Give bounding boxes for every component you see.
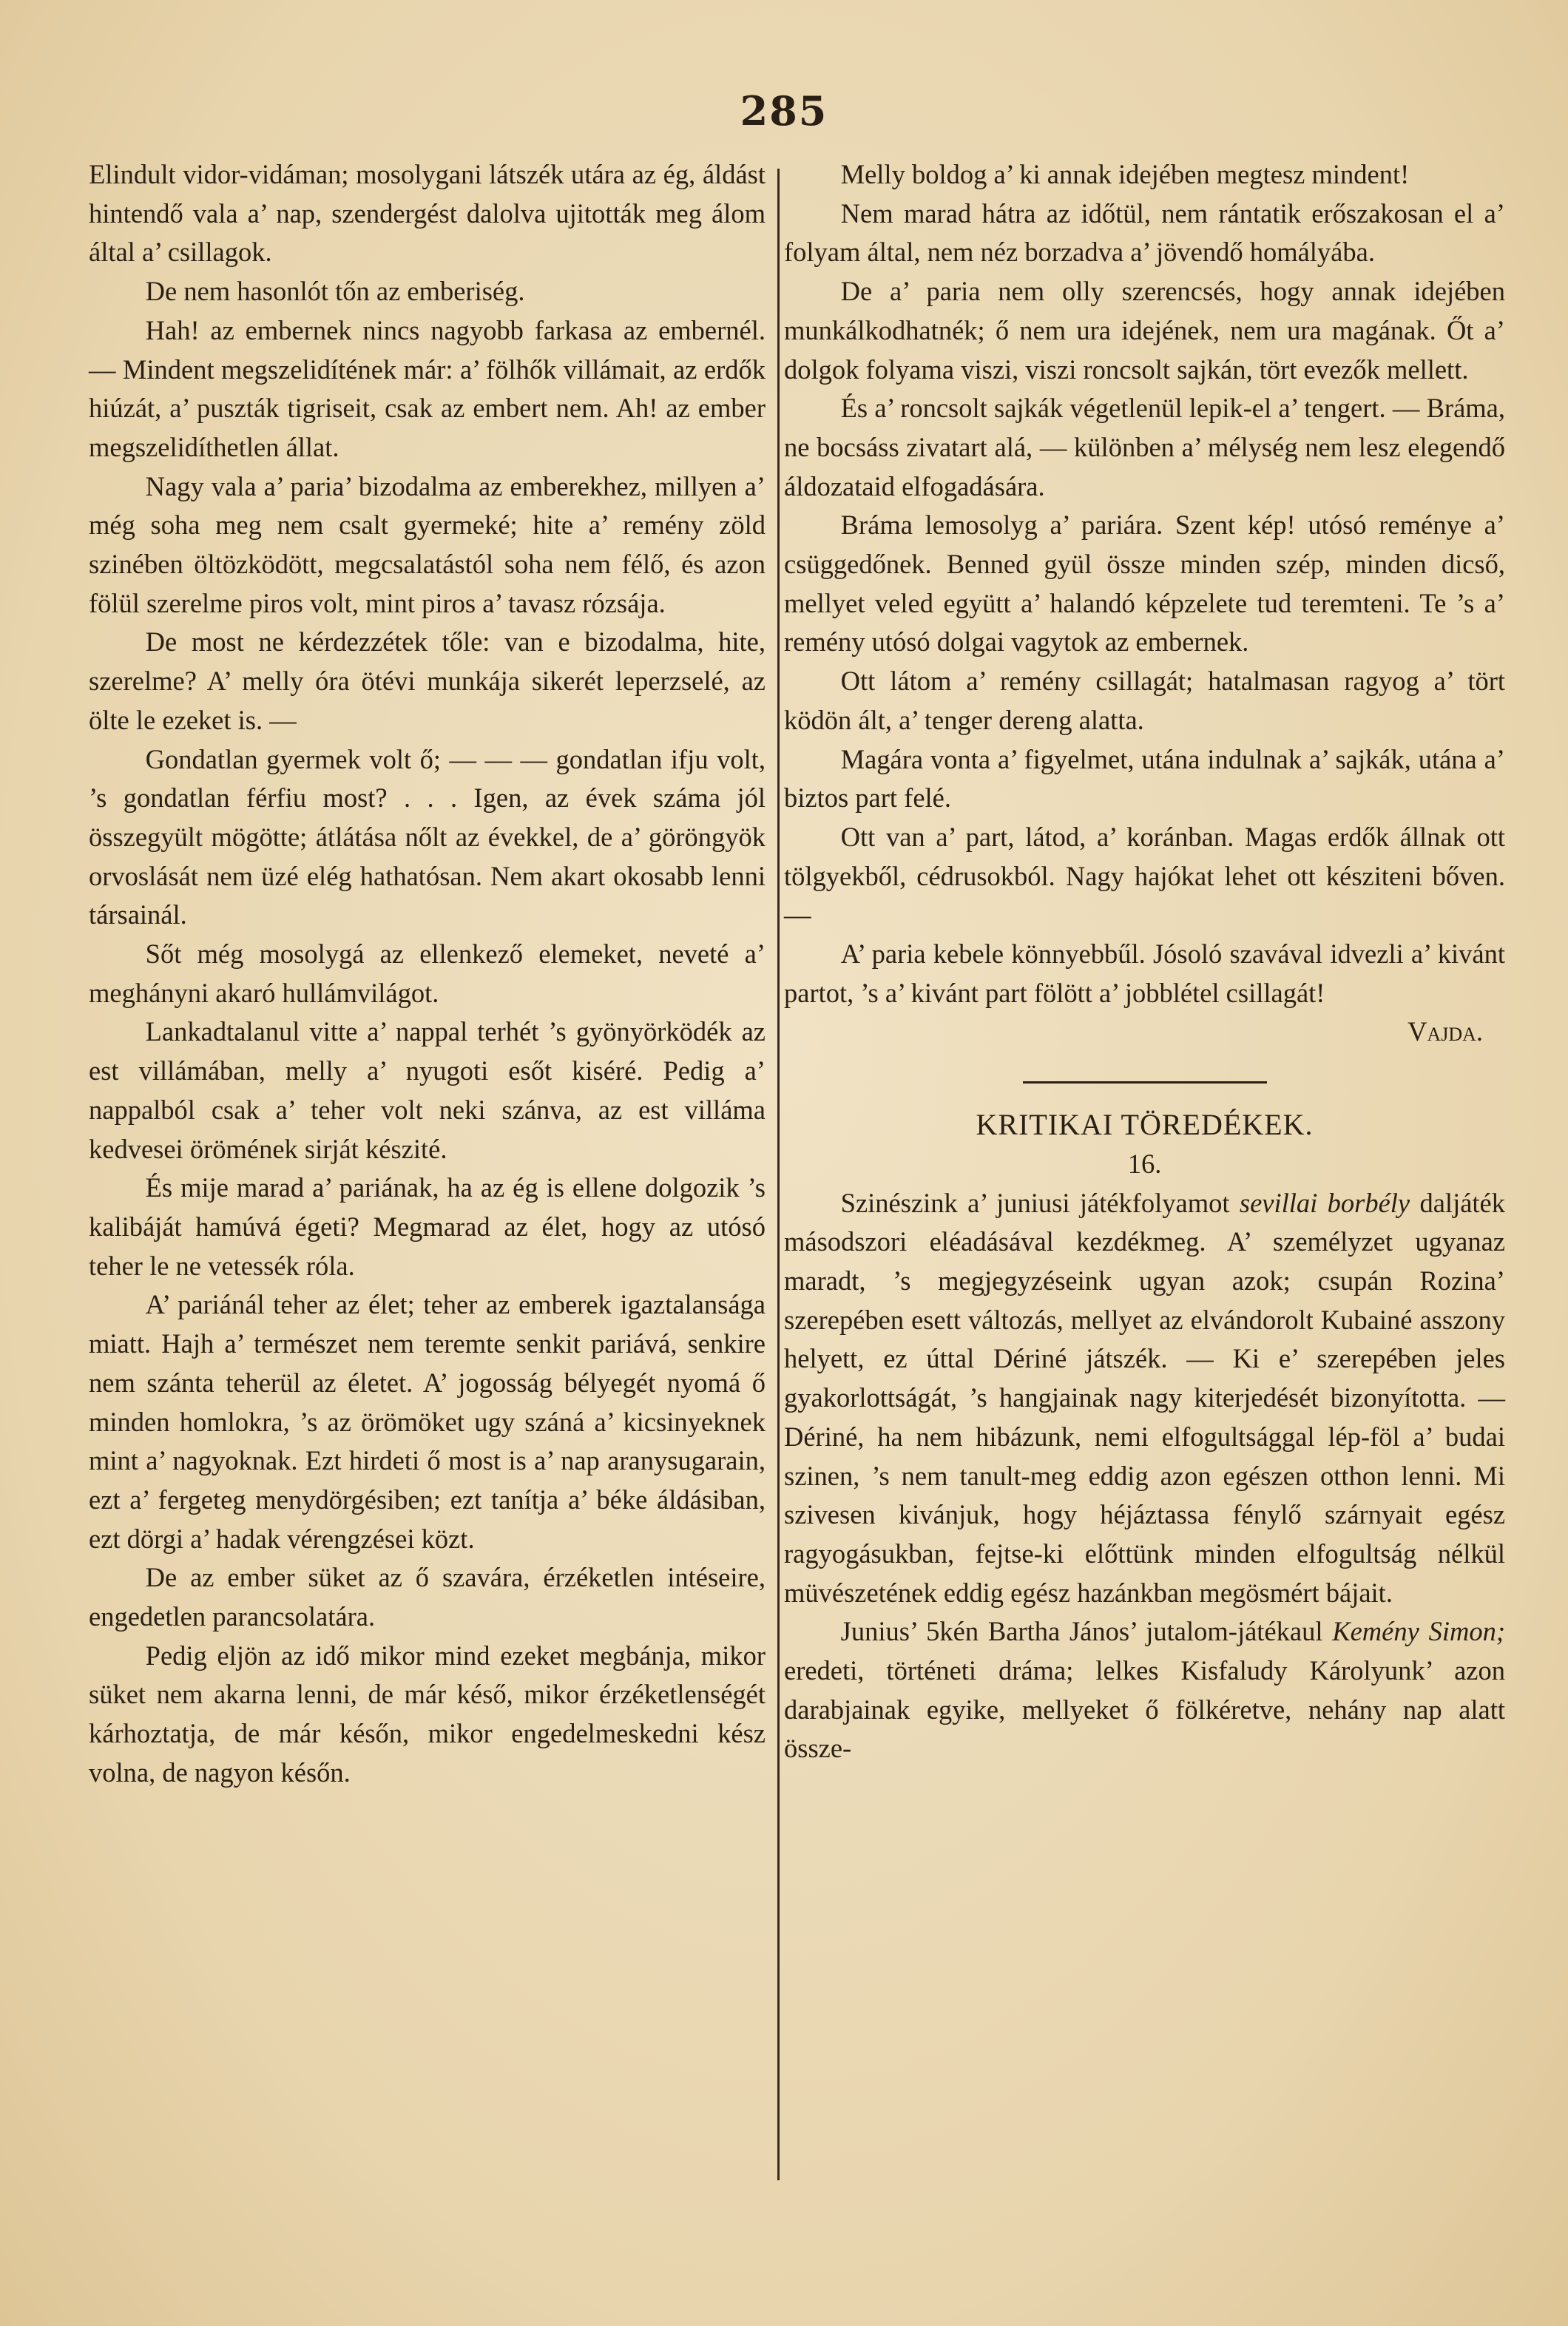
paragraph: De most ne kérdezzétek tőle: van e bizodalma, hite, szerelme? A’ melly óra ötévi munkája sikerét leperzselé, az ölte le ezeket is. — bbox=[89, 626, 766, 735]
paragraph: De a’ paria nem olly szerencsés, hogy annak idejében munkálkodhatnék; ő nem ura idejének, nem ura magának. Őt a’ dolgok folyama viszi, viszi roncsolt sajkán, tört evezők mellett. bbox=[784, 276, 1505, 385]
paragraph: És mije marad a’ pariának, ha az ég is ellene dolgozik ’s kalibáját hamúvá égeti? Megmarad az élet, hogy az utósó teher le ne vetessék róla. bbox=[89, 1172, 766, 1281]
text-run: eredeti, történeti dráma; lelkes Kisfaludy Károlyunk’ azon darabjainak egyike, mellyeket ő fölkéretve, nehány nap alatt össze- bbox=[784, 1655, 1505, 1764]
right-column bbox=[784, 155, 1505, 1768]
paragraph: A’ paria kebele könnyebbűl. Jósoló szavával idvezli a’ kivánt partot, ’s a’ kivánt part fölött a’ jobblétel csillagát! bbox=[784, 939, 1505, 1008]
text-run: Junius’ 5kén Bartha János’ jutalom-játékaul bbox=[840, 1616, 1333, 1647]
section-number: 16. bbox=[1127, 1148, 1162, 1179]
paragraph: Sőt még mosolygá az ellenkező elemeket, neveté a’ meghányni akaró hullámvilágot. bbox=[89, 939, 766, 1008]
paragraph: Nem marad hátra az időtül, nem rántatik erőszakosan el a’ folyam által, nem néz borzadva a’ jövendő homályába. bbox=[784, 197, 1505, 268]
paragraph: Hah! az embernek nincs nagyobb farkasa az embernél. — Mindent megszelidítének már: a’ fölhők villámait, az erdők hiúzát, a’ puszták tigriseit, csak az embert nem. Ah! az ember megszelidíthetlen állat. bbox=[89, 314, 766, 462]
text-run: daljáték másodszori eléadásával kezdékmeg. A’ személyzet ugyanaz maradt, ’s megjegyzéseink ugyan azok; csupán Rozina’ szerepében esett változás, mellyet az elvándorolt Kubainé asszony helyett, ez úttal Dériné játszék. — Ki e’ szerepében jeles gyakorlottságát, ’s hangjainak nagy kiterjedését bizonyította. — Dériné, ha nem hibázunk, nemi elfogultsággal lép-föl a’ budai szinen, ’s nem tanult-meg eddig azon egészen otthon lenni. Mi szivesen kivánjuk, hogy héjáztassa fénylő szárnyait egész ragyogásukban, fejtse-ki előttünk minden elfogultság nélkül müvészetének eddig egész hazánkban megösmért bájait. bbox=[784, 1187, 1506, 1608]
column-divider bbox=[777, 169, 780, 2180]
paragraph: Pedig eljön az idő mikor mind ezeket megbánja, mikor süket nem akarna lenni, de már késő, mikor érzéketlenségét kárhoztatja, de már későn, mikor engedelmeskedni kész volna, de nagyon későn. bbox=[89, 1640, 766, 1788]
paragraph: Magára vonta a’ figyelmet, utána indulnak a’ sajkák, utána a’ biztos part felé. bbox=[784, 743, 1505, 814]
author-signature: Vajda. bbox=[1408, 1016, 1483, 1047]
left-column bbox=[89, 155, 766, 1793]
italic-title: sevillai borbély bbox=[1239, 1187, 1410, 1218]
paragraph: De az ember süket az ő szavára, érzéketlen intéseire, engedetlen parancsolatára. bbox=[89, 1562, 766, 1632]
paragraph: Ott látom a’ remény csillagát; hatalmasan ragyog a’ tört ködön ált, a’ tenger dereng alatta. bbox=[784, 666, 1505, 735]
paragraph bbox=[784, 1184, 1505, 1613]
italic-title: Kemény Simon; bbox=[1332, 1616, 1505, 1647]
paragraph: Melly boldog a’ ki annak idejében megtesz mindent! bbox=[840, 159, 1410, 189]
paragraph: De nem hasonlót tőn az emberiség. bbox=[145, 276, 525, 307]
section-heading: KRITIKAI TÖREDÉKEK. bbox=[976, 1108, 1314, 1142]
paragraph: Gondatlan gyermek volt ő; — — — gondatlan ifju volt, ’s gondatlan férfiu most? . . . Igen, az évek száma jól összegyült mögötte; átlátása nőlt az évekkel, de a’ göröngyök orvoslását nem üzé elég hathatósan. Nem akart okosabb lenni társainál. bbox=[89, 743, 766, 930]
paragraph: Elindult vidor-vidáman; mosolygani látszék utára az ég, áldást hintendő vala a’ nap, szendergést dalolva ujitották meg álom által a’ csillagok. bbox=[89, 159, 766, 268]
paragraph bbox=[784, 1612, 1505, 1768]
section-separator bbox=[1023, 1081, 1267, 1083]
text-run: Szinészink a’ juniusi játékfolyamot bbox=[840, 1187, 1240, 1218]
page-number: 285 bbox=[740, 87, 828, 135]
paragraph: Nagy vala a’ paria’ bizodalma az emberekhez, millyen a’ még soha meg nem csalt gyermeké; hite a’ remény zöld szinében öltözködött, megcsalatástól soha nem félő, és azon fölül szerelme piros volt, mint piros a’ tavasz rózsája. bbox=[89, 470, 766, 618]
paragraph: És a’ roncsolt sajkák végetlenül lepik-el a’ tengert. — Bráma, ne bocsáss zivatart alá, — különben a’ mélység nem lesz elegendő áldozataid elfogadására. bbox=[784, 393, 1505, 501]
paragraph: A’ pariánál teher az élet; teher az emberek igaztalansága miatt. Hajh a’ természet nem teremte senkit pariává, senkire nem szánta teherül az életet. A’ jogosság bélyegét nyomá ő minden homlokra, ’s az örömöket ugy száná a’ kicsinyeknek mint a’ nagyoknak. Ezt hirdeti ő most is a’ nap aranysugarain, ezt a’ fergeteg menydörgésiben; ezt tanítja a’ béke áldásiban, ezt dörgi a’ hadak vérengzései közt. bbox=[89, 1289, 766, 1554]
paragraph: Lankadtalanul vitte a’ nappal terhét ’s gyönyörködék az est villámában, melly a’ nyugoti esőt kiséré. Pedig a’ nappalból csak a’ teher volt neki szánva, az est villáma kedvesei örömének sirját készité. bbox=[89, 1016, 766, 1164]
paragraph: Ott van a’ part, látod, a’ koránban. Magas erdők állnak ott tölgyekből, cédrusokból. Nagy hajókat lehet ott késziteni bőven. — bbox=[784, 821, 1505, 930]
paragraph: Bráma lemosolyg a’ pariára. Szent kép! utósó reménye a’ csüggedőnek. Benned gyül össze minden szép, minden dicső, mellyet veled együtt a’ halandó képzelete tud teremteni. Te ’s a’ remény utósó dolgai vagytok az embernek. bbox=[784, 510, 1505, 657]
